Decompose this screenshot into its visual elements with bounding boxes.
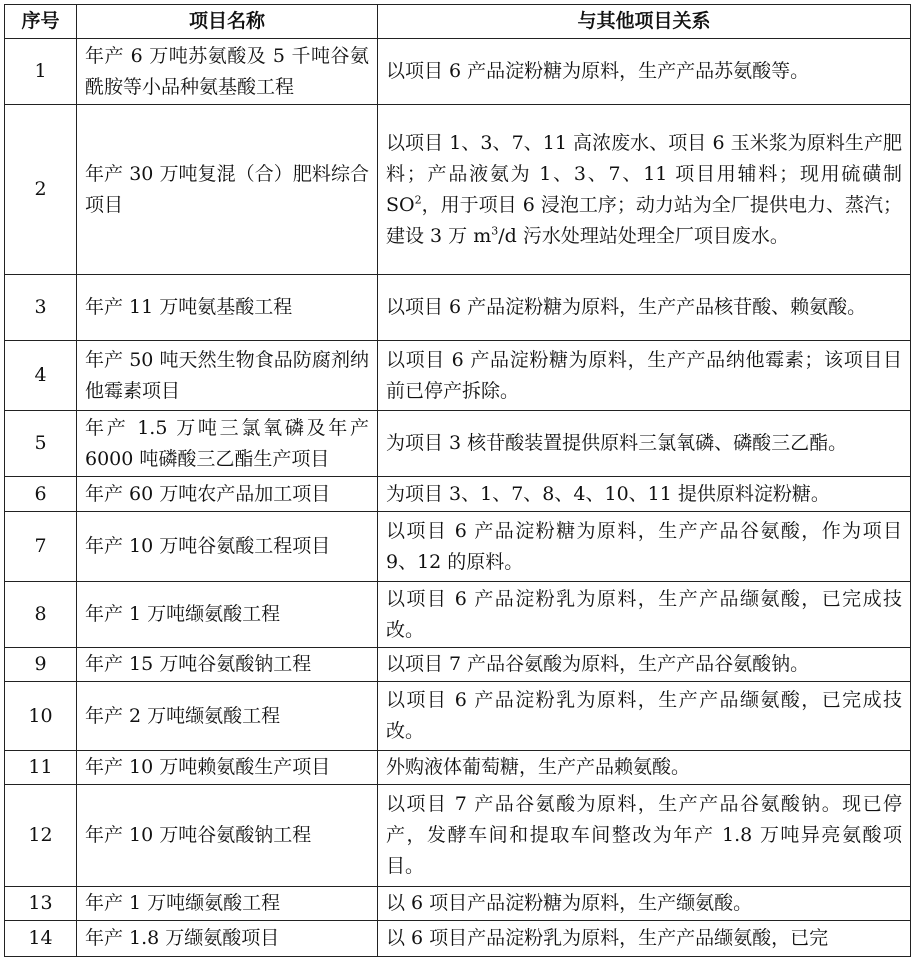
row-name: 年产 1.8 万缬氨酸项目: [77, 921, 378, 957]
row-name: 年产 15 万吨谷氨酸钠工程: [77, 648, 378, 682]
row-no: 2: [5, 105, 77, 275]
row-relation: 以项目 6 产品淀粉糖为原料，生产产品核苷酸、赖氨酸。: [378, 275, 911, 341]
table-row: [5, 682, 911, 751]
row-relation: 以项目 6 产品淀粉糖为原料，生产产品谷氨酸，作为项目 9、12 的原料。: [378, 512, 911, 582]
row-name: 年产 10 万吨谷氨酸钠工程: [77, 785, 378, 887]
row-name: 年产 50 吨天然生物食品防腐剂纳他霉素项目: [77, 341, 378, 411]
table-row: [5, 648, 911, 682]
row-no: 12: [5, 785, 77, 887]
row-name: 年产 30 万吨复混（合）肥料综合项目: [77, 105, 378, 275]
row-no: 10: [5, 682, 77, 751]
project-relation-table: [4, 4, 911, 957]
row-relation: 为项目 3 核苷酸装置提供原料三氯氧磷、磷酸三乙酯。: [378, 411, 911, 477]
row-no: 8: [5, 582, 77, 648]
table-row: [5, 512, 911, 582]
row-relation: 以项目 6 产品淀粉糖为原料，生产产品苏氨酸等。: [378, 39, 911, 105]
row-relation: 外购液体葡萄糖，生产产品赖氨酸。: [378, 751, 911, 785]
row-name: 年产 1 万吨缬氨酸工程: [77, 887, 378, 921]
header-relation: 与其他项目关系: [378, 5, 911, 39]
table-row: [5, 39, 911, 105]
row-relation: 以项目 6 产品淀粉糖为原料，生产产品纳他霉素；该项目目前已停产拆除。: [378, 341, 911, 411]
table-row: [5, 275, 911, 341]
row-no: 11: [5, 751, 77, 785]
table-row: [5, 887, 911, 921]
row-no: 3: [5, 275, 77, 341]
table-header-row: [5, 5, 911, 39]
row-name: 年产 11 万吨氨基酸工程: [77, 275, 378, 341]
row-name: 年产 10 万吨赖氨酸生产项目: [77, 751, 378, 785]
row-relation: 以项目 6 产品淀粉乳为原料，生产产品缬氨酸，已完成技改。: [378, 582, 911, 648]
row-no: 7: [5, 512, 77, 582]
row-name: 年产 1.5 万吨三氯氧磷及年产 6000 吨磷酸三乙酯生产项目: [77, 411, 378, 477]
row-name: 年产 60 万吨农产品加工项目: [77, 477, 378, 512]
row-relation: 以项目 1、3、7、11 高浓废水、项目 6 玉米浆为原料生产肥料；产品液氨为 1、3、7、11 项目用辅料；现用硫磺制 $SO^2$，用于项目 6 浸泡工序；动力站为全厂提供电力、蒸汽；建设 3 万 $m^3/d$ 污水处理站处理全厂项目废水。: [378, 105, 911, 275]
row-relation: 以 6 项目产品淀粉乳为原料，生产产品缬氨酸，已完: [378, 921, 911, 957]
header-no: 序号: [5, 5, 77, 39]
header-name: 项目名称: [77, 5, 378, 39]
row-no: 6: [5, 477, 77, 512]
row-relation: 为项目 3、1、7、8、4、10、11 提供原料淀粉糖。: [378, 477, 911, 512]
row-no: 9: [5, 648, 77, 682]
row-name: 年产 6 万吨苏氨酸及 5 千吨谷氨酰胺等小品种氨基酸工程: [77, 39, 378, 105]
table-row: [5, 341, 911, 411]
row-name: 年产 2 万吨缬氨酸工程: [77, 682, 378, 751]
row-relation: 以项目 6 产品淀粉乳为原料，生产产品缬氨酸，已完成技改。: [378, 682, 911, 751]
row-no: 5: [5, 411, 77, 477]
table-row: [5, 477, 911, 512]
row-name: 年产 1 万吨缬氨酸工程: [77, 582, 378, 648]
row-relation: 以项目 7 产品谷氨酸为原料，生产产品谷氨酸钠。: [378, 648, 911, 682]
table-row: [5, 105, 911, 275]
table-row: [5, 785, 911, 887]
row-relation: 以项目 7 产品谷氨酸为原料，生产产品谷氨酸钠。现已停产，发酵车间和提取车间整改为年产 1.8 万吨异亮氨酸项目。: [378, 785, 911, 887]
table-row: [5, 411, 911, 477]
table-row: [5, 751, 911, 785]
row-no: 4: [5, 341, 77, 411]
table-row: [5, 921, 911, 957]
row-no: 13: [5, 887, 77, 921]
row-name: 年产 10 万吨谷氨酸工程项目: [77, 512, 378, 582]
row-relation: 以 6 项目产品淀粉糖为原料，生产缬氨酸。: [378, 887, 911, 921]
row-no: 14: [5, 921, 77, 957]
table-row: [5, 582, 911, 648]
row-no: 1: [5, 39, 77, 105]
